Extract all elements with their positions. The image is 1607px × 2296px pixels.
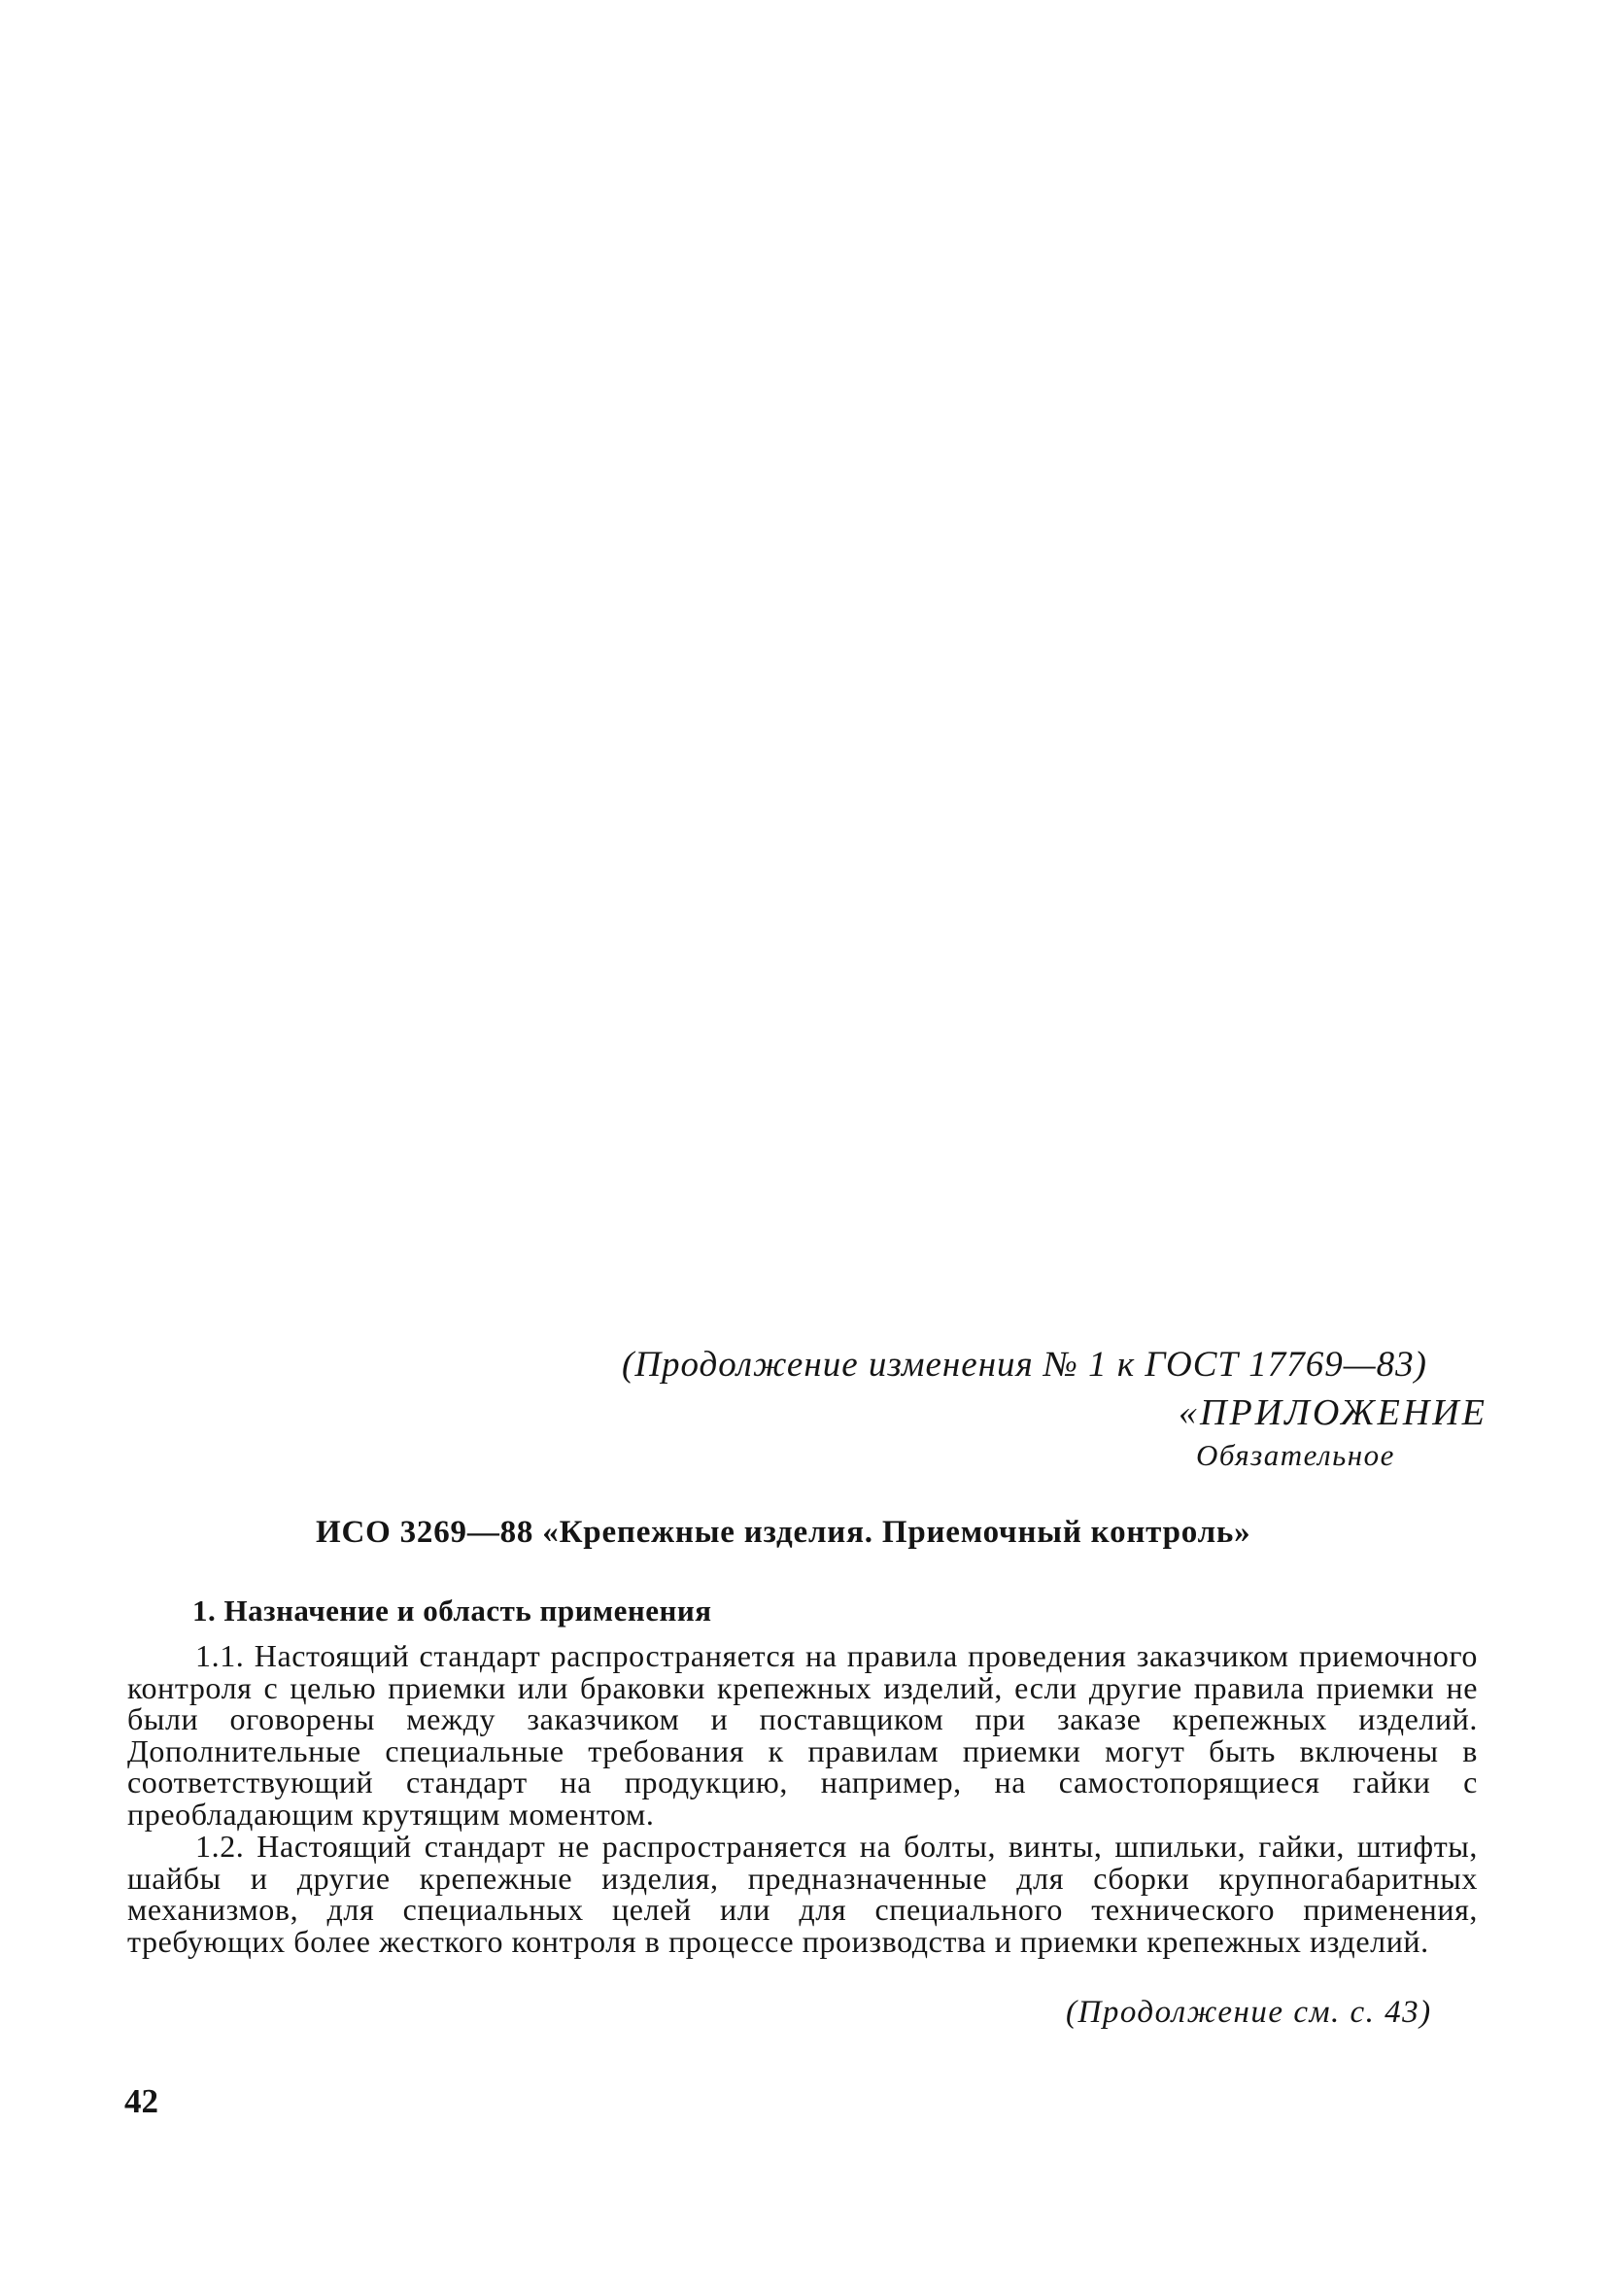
- appendix-title: «ПРИЛОЖЕНИЕ: [1179, 1392, 1487, 1433]
- page-number: 42: [124, 2082, 158, 2120]
- continuation-footer: (Продолжение см. с. 43): [1066, 1995, 1432, 2030]
- paragraph-1-1: 1.1. Настоящий стандарт распространяется на правила проведения заказчиком приемочного контроля с целью приемки или браковки крепежных изделий, если другие правила приемки не были оговорены между заказчиком и поставщиком при заказе крепежных изделий. Дополнительные специальные требования к правилам приемки могут быть включены в соответствующий стандарт на продукцию, например, на самостопорящиеся гайки с преобладающим крутящим моментом.: [127, 1638, 1478, 1832]
- paragraph-1-2: 1.2. Настоящий стандарт не распространяется на болты, винты, шпильки, гайки, штифты, шайбы и другие крепежные изделия, предназначенные для сборки крупногабаритных механизмов, для специальных целей или для специального технического применения, требующих более жесткого контроля в процессе производства и приемки крепежных изделий.: [127, 1829, 1478, 1959]
- document-title: ИСО 3269—88 «Крепежные изделия. Приемочный контроль»: [316, 1515, 1251, 1550]
- section-heading: 1. Назначение и область применения: [192, 1593, 712, 1628]
- appendix-status: Обязательное: [1196, 1438, 1395, 1472]
- continuation-header: (Продолжение изменения № 1 к ГОСТ 17769—83): [622, 1345, 1427, 1385]
